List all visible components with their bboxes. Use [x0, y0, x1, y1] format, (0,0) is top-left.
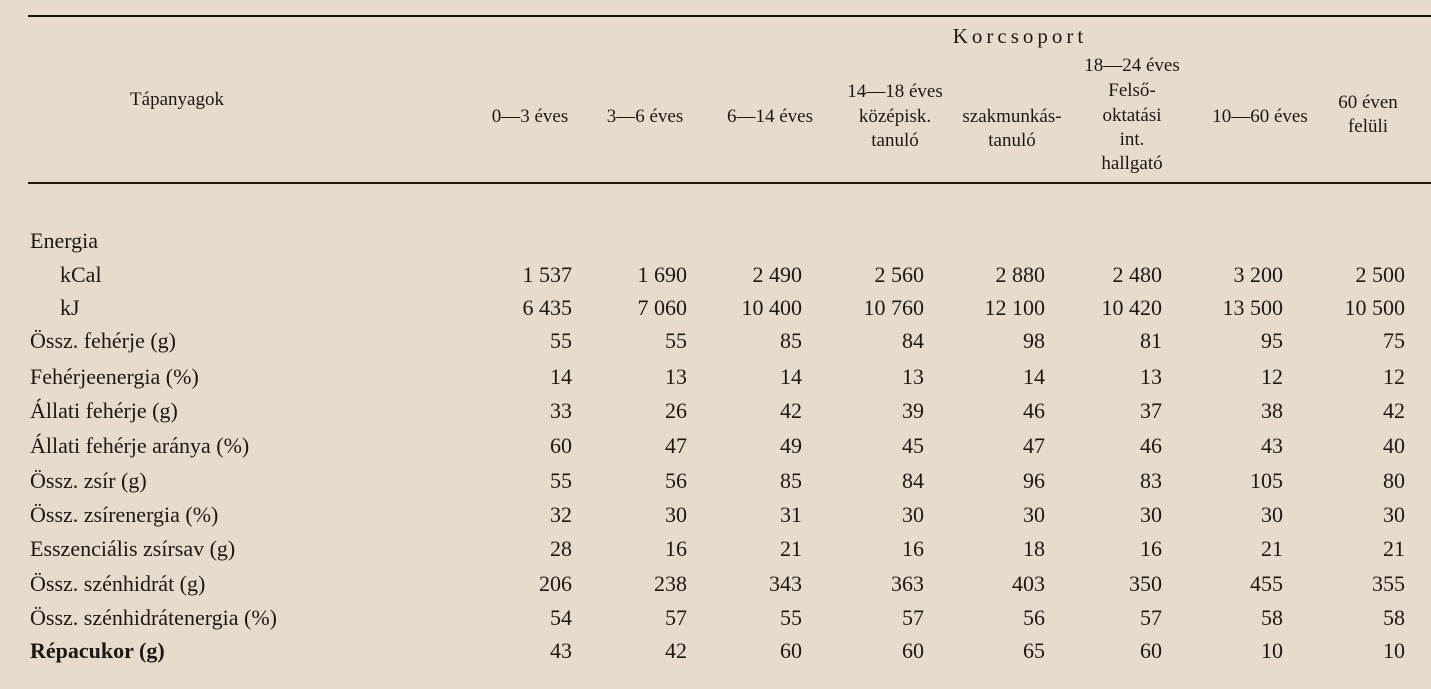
- table-cell: 31: [780, 502, 802, 527]
- table-cell: 60: [780, 638, 802, 663]
- table-cell: 37: [1140, 398, 1162, 423]
- table-cell: 13 500: [1222, 295, 1283, 320]
- table-cell: 238: [654, 571, 687, 596]
- column-header-line: 3—6 éves: [606, 106, 684, 127]
- table-cell: 30: [1261, 502, 1283, 527]
- table-cell: 2 490: [752, 262, 802, 287]
- table-cell: 16: [902, 536, 924, 561]
- table-cell: 26: [665, 398, 687, 423]
- table-cell: 2 480: [1112, 262, 1162, 287]
- table-cell: 45: [902, 433, 924, 458]
- table-cell: 1 690: [637, 262, 687, 287]
- table-cell: 3 200: [1233, 262, 1283, 287]
- table-cell: 6 435: [522, 295, 572, 320]
- table-cell: 75: [1383, 328, 1405, 353]
- table-cell: 58: [1383, 605, 1405, 630]
- table-cell: 40: [1383, 433, 1405, 458]
- column-header-line: tanuló: [988, 130, 1036, 151]
- table-cell: 12: [1261, 364, 1283, 389]
- table-cell: 96: [1023, 468, 1045, 493]
- row-label: Össz. szénhidrát (g): [30, 571, 206, 596]
- table-cell: 12: [1383, 364, 1405, 389]
- table-cell: 16: [1140, 536, 1162, 561]
- table-cell: 10 760: [863, 295, 924, 320]
- table-cell: 206: [539, 571, 572, 596]
- table-cell: 18: [1023, 536, 1045, 561]
- table-cell: 10: [1261, 638, 1283, 663]
- table-cell: 32: [550, 502, 572, 527]
- table-cell: 30: [902, 502, 924, 527]
- row-label: Össz. szénhidrátenergia (%): [30, 605, 277, 630]
- table-cell: 54: [550, 605, 572, 630]
- row-label: kJ: [60, 295, 80, 320]
- table-cell: 21: [1383, 536, 1405, 561]
- row-label: Fehérjeenergia (%): [30, 364, 199, 389]
- table-cell: 47: [1023, 433, 1045, 458]
- table-cell: 21: [1261, 536, 1283, 561]
- table-cell: 84: [902, 468, 924, 493]
- table-cell: 42: [665, 638, 687, 663]
- table-cell: 10 400: [741, 295, 802, 320]
- table-cell: 85: [780, 468, 802, 493]
- column-header-line: 6—14 éves: [726, 106, 813, 127]
- table-cell: 1 537: [522, 262, 572, 287]
- table-cell: 10 500: [1344, 295, 1405, 320]
- table-cell: 13: [1140, 364, 1162, 389]
- table-cell: 84: [902, 328, 924, 353]
- table-cell: 55: [550, 468, 572, 493]
- table-cell: 43: [550, 638, 572, 663]
- table-cell: 355: [1372, 571, 1405, 596]
- table-cell: 28: [550, 536, 572, 561]
- table-cell: 14: [1023, 364, 1045, 389]
- table-cell: 30: [665, 502, 687, 527]
- table-cell: 60: [550, 433, 572, 458]
- row-label: Össz. zsír (g): [30, 468, 147, 493]
- table-cell: 49: [780, 433, 802, 458]
- row-label: Esszenciális zsírsav (g): [30, 536, 236, 561]
- table-cell: 83: [1140, 468, 1162, 493]
- table-cell: 21: [780, 536, 802, 561]
- table-cell: 56: [665, 468, 687, 493]
- table-cell: 65: [1023, 638, 1045, 663]
- table-cell: 363: [891, 571, 924, 596]
- column-header-line: int.: [1119, 129, 1145, 150]
- top-rule: [28, 15, 1431, 17]
- table-cell: 46: [1140, 433, 1162, 458]
- table-cell: 55: [665, 328, 687, 353]
- column-header-line: tanuló: [871, 130, 919, 151]
- column-header-line: 18—24 éves: [1084, 55, 1180, 76]
- table-cell: 43: [1261, 433, 1283, 458]
- table-cell: 60: [1140, 638, 1162, 663]
- table-cell: 56: [1023, 605, 1045, 630]
- row-label: Energia: [30, 228, 99, 253]
- column-header-line: felüli: [1347, 116, 1389, 137]
- table-cell: 13: [902, 364, 924, 389]
- table-cell: 455: [1250, 571, 1283, 596]
- table-cell: 350: [1129, 571, 1162, 596]
- column-header-line: 10—60 éves: [1212, 106, 1308, 127]
- table-cell: 30: [1023, 502, 1045, 527]
- table-cell: 12 100: [984, 295, 1045, 320]
- table-cell: 57: [665, 605, 687, 630]
- table-cell: 7 060: [637, 295, 687, 320]
- table-cell: 58: [1261, 605, 1283, 630]
- table-cell: 60: [902, 638, 924, 663]
- column-header-line: hallgató: [1101, 153, 1163, 174]
- table-cell: 403: [1012, 571, 1045, 596]
- column-header-line: Felső-: [1108, 80, 1156, 101]
- table-cell: 55: [550, 328, 572, 353]
- row-label: kCal: [60, 262, 102, 287]
- table-cell: 57: [1140, 605, 1162, 630]
- table-cell: 39: [902, 398, 924, 423]
- table-cell: 13: [665, 364, 687, 389]
- table-cell: 38: [1261, 398, 1283, 423]
- table-cell: 47: [665, 433, 687, 458]
- table-cell: 57: [902, 605, 924, 630]
- table-cell: 81: [1140, 328, 1162, 353]
- table-cell: 14: [780, 364, 802, 389]
- table-cell: 30: [1140, 502, 1162, 527]
- row-label: Répacukor (g): [30, 638, 165, 663]
- header-rule: [28, 182, 1431, 184]
- table-cell: 10 420: [1101, 295, 1162, 320]
- table-cell: 85: [780, 328, 802, 353]
- row-header: Tápanyagok: [130, 89, 224, 110]
- column-header-line: középisk.: [858, 106, 932, 127]
- table-cell: 2 560: [874, 262, 924, 287]
- table-cell: 2 880: [995, 262, 1045, 287]
- table-cell: 33: [550, 398, 572, 423]
- row-label: Állati fehérje (g): [30, 398, 178, 423]
- group-header: Korcsoport: [952, 24, 1088, 48]
- table-cell: 14: [550, 364, 572, 389]
- column-header-line: 0—3 éves: [491, 106, 569, 127]
- table-cell: 42: [1383, 398, 1405, 423]
- table-cell: 16: [665, 536, 687, 561]
- table-cell: 105: [1250, 468, 1283, 493]
- table-cell: 343: [769, 571, 802, 596]
- table-cell: 80: [1383, 468, 1405, 493]
- row-label: Össz. zsírenergia (%): [30, 502, 219, 527]
- table-cell: 42: [780, 398, 802, 423]
- table-cell: 46: [1023, 398, 1045, 423]
- table-cell: 30: [1383, 502, 1405, 527]
- table-cell: 95: [1261, 328, 1283, 353]
- row-label: Össz. fehérje (g): [30, 328, 176, 353]
- table-cell: 98: [1023, 328, 1045, 353]
- row-label: Állati fehérje aránya (%): [30, 433, 250, 458]
- column-header-line: oktatási: [1102, 105, 1162, 126]
- column-header-line: 60 éven: [1338, 92, 1398, 113]
- column-header-line: 14—18 éves: [847, 81, 943, 102]
- table-cell: 2 500: [1355, 262, 1405, 287]
- table-cell: 10: [1383, 638, 1405, 663]
- table-cell: 55: [780, 605, 802, 630]
- column-header-line: szakmunkás-: [962, 106, 1062, 127]
